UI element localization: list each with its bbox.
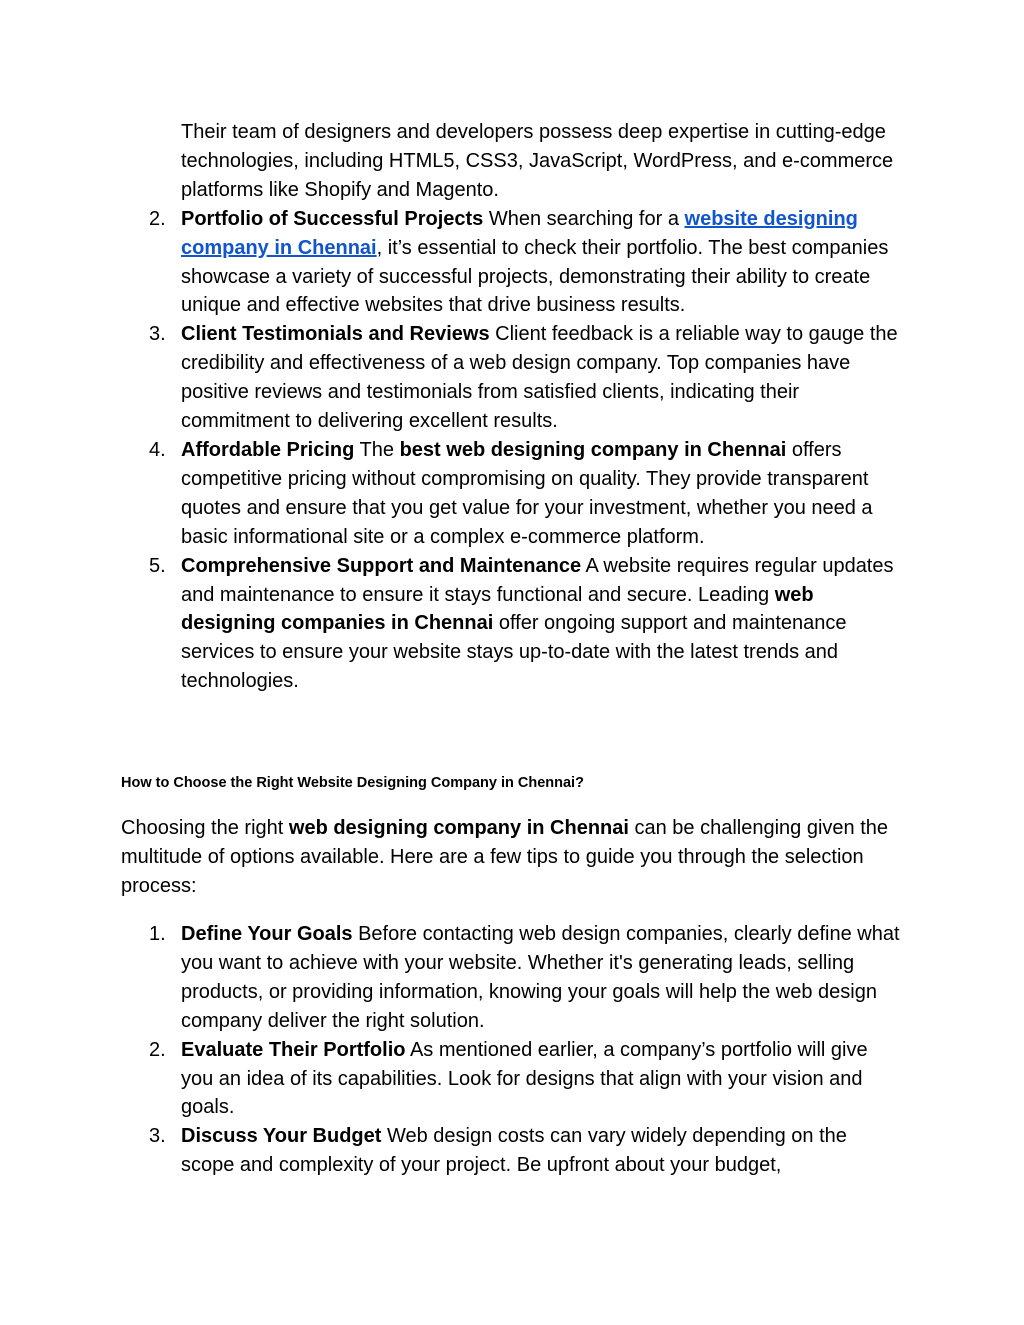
list-item: [0, 552, 903, 697]
item-title: Evaluate Their Portfolio: [181, 1038, 406, 1061]
item-emphasis: best web designing company in Chennai: [399, 438, 787, 461]
item-text: A website requires regular updates and maintenance to ensure it stays functional and secure. Leading: [181, 554, 894, 606]
section-intro-paragraph: [121, 814, 911, 901]
intro-text: can be challenging given the multitude of options available. Here are a few tips to guide you through the selection process:: [121, 817, 889, 897]
item-text: offer ongoing support and maintenance services to ensure your website stays up-to-date with the latest trends and technologies.: [181, 612, 847, 693]
intro-text: Choosing the right: [121, 817, 289, 839]
list-number: 2.: [149, 207, 166, 230]
item-title: Discuss Your Budget: [181, 1125, 382, 1148]
item-emphasis: web designing companies in Chennai: [181, 583, 814, 635]
item-title: Portfolio of Successful Projects: [181, 207, 484, 230]
item-text: offers competitive pricing without compromising on quality. They provide transparent quotes and ensure that you get value for your investment, whether you need a basic informational site or a complex e-commerce platform.: [181, 438, 873, 548]
intro-emphasis: web designing company in Chennai: [288, 817, 629, 839]
list-number: 3.: [149, 1125, 166, 1148]
list-item: [0, 320, 903, 436]
item-text: , it’s essential to check their portfolio. The best companies showcase a variety of successful projects, demonstrating their ability to create unique and effective websites that drive business results.: [181, 236, 889, 317]
section-heading: How to Choose the Right Website Designing Company in Chennai?: [121, 775, 584, 791]
list-item: [0, 920, 903, 1036]
website-designing-company-link[interactable]: website designing company in Chennai: [181, 207, 858, 259]
item-continuation-text: Their team of designers and developers possess deep expertise in cutting-edge technologies, including HTML5, CSS3, JavaScript, WordPress, and e-commerce platforms like Shopify and Magento.: [181, 121, 894, 201]
tips-list: [0, 920, 1024, 1180]
item-title: Affordable Pricing: [181, 438, 355, 461]
item-text: Before contacting web design companies, clearly define what you want to achieve with your website. Whether it's generating leads, selling products, or providing information, knowing your goals will help the web design company deliver the right solution.: [181, 923, 900, 1032]
list-item: [0, 118, 903, 205]
list-number: 2.: [149, 1038, 166, 1061]
list-number: 1.: [149, 923, 166, 945]
list-item: [0, 205, 903, 321]
list-item: [0, 1122, 903, 1180]
list-number: 5.: [149, 554, 166, 577]
item-text: The: [354, 438, 400, 461]
item-title: Client Testimonials and Reviews: [181, 323, 490, 346]
item-text: Client feedback is a reliable way to gauge the credibility and effectiveness of a web design company. Top companies have positive reviews and testimonials from satisfied clients, indicating their commitment to delivering excellent results.: [181, 323, 898, 433]
item-title: Comprehensive Support and Maintenance: [181, 554, 582, 577]
item-title: Define Your Goals: [181, 923, 353, 945]
features-list: [0, 118, 1024, 696]
item-text: Web design costs can vary widely depending on the scope and complexity of your project. Be upfront about your budget,: [181, 1125, 847, 1177]
list-number: 4.: [149, 438, 166, 461]
item-text: As mentioned earlier, a company’s portfolio will give you an idea of its capabilities. Look for designs that align with your vision and goals.: [181, 1038, 868, 1119]
list-number: 3.: [149, 323, 166, 346]
item-text: When searching for a: [483, 207, 685, 230]
list-item: [0, 436, 903, 552]
list-item: [0, 1036, 903, 1123]
